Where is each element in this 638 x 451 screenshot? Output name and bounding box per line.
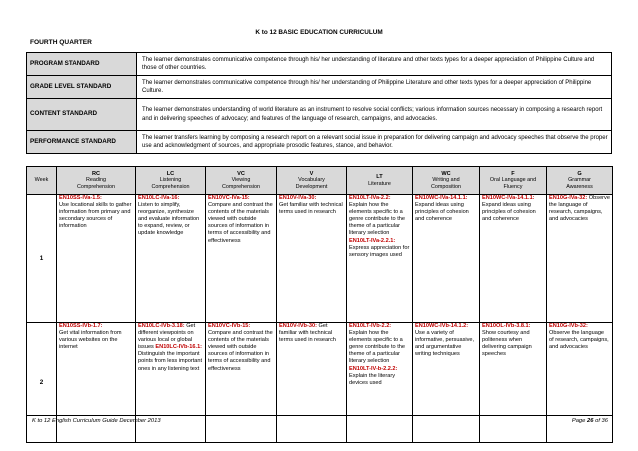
competency-text: Expand ideas using principles of cohesion and coherence — [482, 202, 536, 223]
column-label: Comprehension — [151, 183, 190, 190]
standard-text: The learner demonstrates communicative competence through his/ her understanding of literature and other texts types for a deeper appreciation of Philippine Culture and those of other countries. — [137, 53, 612, 76]
column-label: Development — [295, 183, 328, 190]
competency-text: Observe the language of research, campaigns, and advocacies — [549, 195, 610, 223]
guide-label: K to 12 English Curriculum Guide December 2013 — [32, 418, 161, 424]
column-header-wc — [413, 167, 480, 195]
competency-code: EN10SS-IVa-1.5: — [59, 195, 102, 201]
column-code: G — [577, 170, 582, 177]
competency-text: Get familiar with technical terms used in research — [279, 323, 336, 344]
week-header: Week — [27, 167, 57, 195]
page-footer — [26, 415, 612, 426]
competency-code: EN10G-IVa-32: — [549, 195, 588, 201]
column-code: VC — [237, 170, 245, 177]
column-code: LC — [166, 170, 175, 177]
column-code: RC — [91, 170, 101, 177]
competency-cell — [413, 195, 480, 323]
competency-text: Express appreciation for sensory images used — [349, 244, 410, 258]
page-total: of 36 — [595, 418, 608, 424]
column-header-g — [547, 167, 613, 195]
column-header-lc — [136, 167, 206, 195]
competency-text: Get familiar with technical terms used in research — [279, 202, 343, 216]
week-number: 1 — [27, 195, 57, 323]
column-label: Vocabulary — [298, 177, 325, 184]
standard-row-content — [27, 99, 612, 131]
competency-text: Distinguish the important points from less important ones in any listening text — [138, 351, 203, 372]
standard-label: CONTENT STANDARD — [27, 99, 137, 131]
competency-cell — [136, 195, 206, 323]
competency-cell — [480, 195, 547, 323]
competency-code: EN10LT-IV-b-2.2.2: — [349, 365, 398, 372]
competency-text: Listen to simplify, reorganize, synthesize and evaluate information to expand, review, or update knowledge — [138, 202, 200, 237]
page-prefix: Page — [571, 418, 586, 424]
column-code: F — [511, 170, 515, 177]
competency-text: Expand ideas using principles of cohesion and coherence — [415, 202, 469, 223]
standard-text: The learner transfers learning by composing a research report on a relevant social issue in preparation for delivering campaign and advocacy speeches that observe the proper use and acknowledgment of sources, and appropriate prosodic features, stance, and behavior. — [137, 131, 612, 154]
standard-row-performance — [27, 131, 612, 154]
competency-cell — [547, 195, 613, 323]
competency-text: Use a variety of informative, persuasive, and argumentative writing techniques — [415, 330, 475, 358]
column-header-vc — [206, 167, 277, 195]
column-code: V — [309, 170, 314, 177]
competency-cell — [57, 195, 136, 323]
column-label: Comprehension — [76, 183, 116, 190]
competency-text: Show courtesy and politeness when delivering campaign speeches — [482, 330, 532, 358]
column-label: Viewing — [231, 177, 251, 184]
column-label: Reading — [85, 177, 107, 184]
standard-row-grade-level — [27, 76, 612, 99]
column-label: Composition — [431, 183, 461, 190]
standard-label: PROGRAM STANDARD — [27, 53, 137, 76]
competency-text: Observe the language of research, campaigns, and advocacies — [549, 330, 609, 351]
competency-code: EN10LC-IVb-16.1: — [155, 344, 203, 351]
competency-code: EN10G-IVb-32: — [549, 323, 588, 329]
competency-code: EN10OL-IVb-3.8.1: — [482, 323, 531, 329]
competency-cell — [277, 195, 347, 323]
competency-text: Get vital information from various websites on the internet — [59, 330, 122, 351]
competency-code: EN10LC-IVb-3.18: — [138, 323, 185, 329]
column-label: Awareness — [566, 183, 593, 190]
competency-text: Compare and contrast the contents of the materials viewed with outside sources of information in terms of accessibility and effectiveness — [208, 202, 273, 244]
competency-text: Explain the literary devices used — [349, 372, 396, 386]
column-label: Oral Language and — [489, 177, 537, 184]
competency-text: Explain how the elements specific to a genre contribute to the theme of a particular literary selection — [349, 202, 405, 237]
competency-code: EN10WC-IVa-14.1.1: — [415, 195, 468, 201]
column-header-f — [480, 167, 547, 195]
competency-code: EN10LT-IVa-2.2: — [349, 195, 391, 201]
standard-text: The learner demonstrates communicative competence through his/ her understanding of Philippine Literature and other texts types for a deeper appreciation of Philippine Culture. — [137, 76, 612, 99]
week-row — [27, 195, 613, 323]
column-header-v — [277, 167, 347, 195]
standard-text: The learner demonstrates understanding of world literature as an instrument to resolve social conflicts; various information sources necessary in composing a research report and in delivering speeches of advocacy; and features of the language of research, campaigns, and advocacies. — [137, 99, 612, 131]
standard-label: GRADE LEVEL STANDARD — [27, 76, 137, 99]
competency-cell — [347, 195, 413, 323]
page-number — [572, 418, 608, 424]
grid-header-row — [27, 167, 613, 195]
standard-row-program — [27, 53, 612, 76]
competency-code: EN10LC-IVa-16: — [138, 195, 180, 201]
competency-code: EN10VC-IVa-15: — [208, 195, 250, 201]
document-title: K to 12 BASIC EDUCATION CURRICULUM — [255, 29, 383, 36]
competency-code: EN10VC-IVb-15: — [208, 323, 251, 329]
standards-table — [26, 52, 612, 154]
week-number: 2 — [27, 323, 57, 443]
competency-text: Get different viewpoints on various local or global issues — [138, 323, 196, 351]
column-label: Grammar — [568, 177, 591, 184]
column-label: Writing and — [432, 177, 460, 184]
standard-label: PERFORMANCE STANDARD — [27, 131, 137, 154]
competency-code: EN10LT-IVb-2.2: — [349, 323, 392, 329]
quarter-heading: FOURTH QUARTER — [30, 39, 92, 46]
curriculum-grid — [26, 166, 613, 443]
column-label: Comprehension — [221, 183, 261, 190]
column-label: Fluency — [503, 183, 523, 190]
column-code: LT — [376, 174, 383, 181]
column-code: WC — [441, 170, 451, 177]
competency-code: EN10LT-IVa-2.2.1: — [349, 237, 396, 244]
page-current: 26 — [587, 418, 594, 424]
column-label: Literature — [368, 180, 391, 187]
column-header-lt — [347, 167, 413, 195]
competency-code: EN10V-IVb-30: — [279, 323, 317, 329]
competency-text: Explain how the elements specific to a genre contribute to the theme of a particular literary selection — [349, 330, 405, 365]
competency-code: EN10SS-IVb-1.7: — [59, 323, 103, 329]
competency-text: Compare and contrast the contents of the materials viewed with outside sources of information in terms of accessibility and effectiveness — [208, 330, 273, 372]
competency-text: Use locational skills to gather information from primary and secondary sources of information — [59, 202, 132, 230]
competency-cell — [206, 195, 277, 323]
competency-code: EN10V-IVa-30: — [279, 195, 317, 201]
competency-code: EN10WC-IVa-14.1.1: — [482, 195, 535, 201]
column-header-rc — [57, 167, 136, 195]
column-label: Listening — [159, 177, 182, 184]
competency-code: EN10WC-IVb-14.1.2: — [415, 323, 469, 329]
